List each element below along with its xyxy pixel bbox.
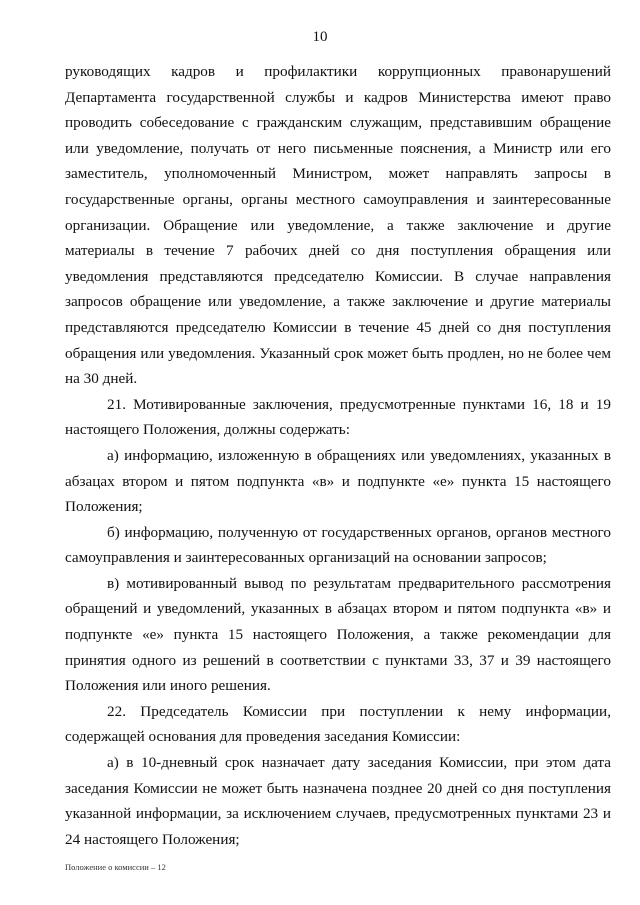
footer-document-label: Положение о комиссии – 12: [65, 862, 166, 872]
paragraph-21-v: в) мотивированный вывод по результатам предварительного рассмотрения обращений и уведомлений, указанных в абзацах втором и пятом подпункта «в» и подпункте «е» пункта 15 настоящего Положения, а также рекомендации для принятия одного из решений в соответствии с пунктами 33, 37 и 39 настоящего Положения или иного решения.: [65, 574, 611, 695]
paragraph-21: 21. Мотивированные заключения, предусмотренные пунктами 16, 18 и 19 настоящего Положения, должны содержать:: [65, 395, 611, 439]
paragraph-21-b: б) информацию, полученную от государственных органов, органов местного самоуправления и заинтересованных организаций на основании запросов;: [65, 523, 611, 567]
paragraph-21-a: а) информацию, изложенную в обращениях или уведомлениях, указанных в абзацах втором и пятом подпункта «в» и подпункте «е» пункта 15 настоящего Положения;: [65, 446, 611, 516]
paragraph-22: 22. Председатель Комиссии при поступлении к нему информации, содержащей основания для проведения заседания Комиссии:: [65, 702, 611, 746]
document-body: [65, 59, 611, 852]
paragraph-22-a: а) в 10-дневный срок назначает дату заседания Комиссии, при этом дата заседания Комиссии не может быть назначена позднее 20 дней со дня поступления указанной информации, за исключением случаев, предусмотренных пунктами 23 и 24 настоящего Положения;: [65, 754, 611, 848]
paragraph-continuation: руководящих кадров и профилактики коррупционных правонарушений Департамента государственной службы и кадров Министерства имеют право проводить собеседование с гражданским служащим, представившим обращение или уведомление, получать от него письменные пояснения, а Министр или его заместитель, уполномоченный Министром, может направлять запросы в государственные органы, органы местного самоуправления и заинтересованные организации. Обращение или уведомление, а также заключение и другие материалы в течение 7 рабочих дней со дня поступления обращения или уведомления представляются председателю Комиссии. В случае направления запросов обращение или уведомление, а также заключение и другие материалы представляются председателю Комиссии в течение 45 дней со дня поступления обращения или уведомления. Указанный срок может быть продлен, но не более чем на 30 дней.: [65, 63, 611, 388]
page-number: 10: [312, 29, 328, 45]
